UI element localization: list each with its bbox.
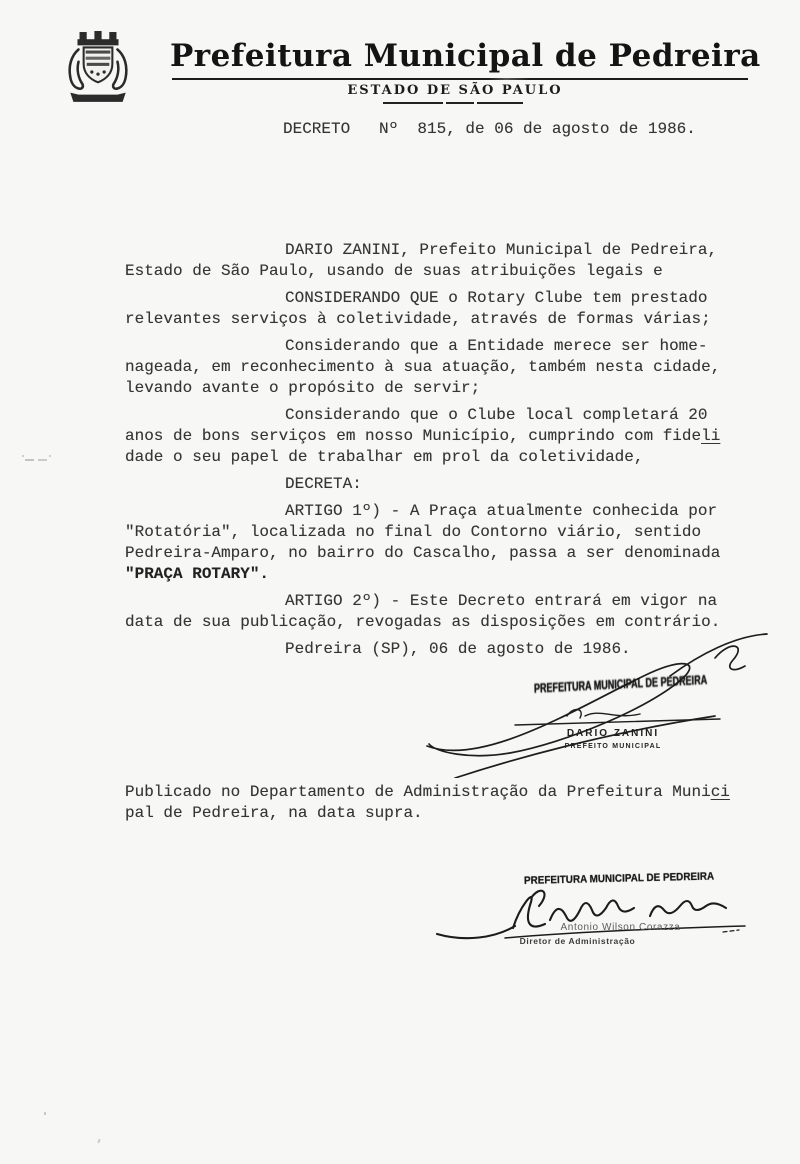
document-body xyxy=(125,240,720,660)
text-line: pal de Pedreira, na data supra. xyxy=(125,804,423,822)
text-line: Considerando que o Clube local completará 20 xyxy=(285,406,708,424)
text-line: nageada, em reconhecimento à sua atuação, também nesta cidade, xyxy=(125,358,721,376)
text-line: Estado de São Paulo, usando de suas atribuições legais e xyxy=(125,262,663,280)
paragraph xyxy=(125,501,720,585)
text-line: Pedreira-Amparo, no bairro do Cascalho, passa a ser denominada xyxy=(125,544,721,562)
signer-role: Diretor de Administração xyxy=(519,936,636,946)
text-line: "PRAÇA ROTARY". xyxy=(125,565,270,583)
municipal-coat-of-arms-icon xyxy=(62,31,134,109)
subtitle-divider xyxy=(383,102,523,104)
signer-name: DARIO ZANINI xyxy=(566,728,660,739)
text-line: dade o seu papel de trabalhar em prol da coletividade, xyxy=(125,448,644,466)
text-line: data de sua publicação, revogadas as disposições em contrário. xyxy=(125,613,721,631)
text-line: ARTIGO 2º) - Este Decreto entrará em vigor na xyxy=(285,592,718,610)
paragraph xyxy=(125,240,720,282)
text-line: anos de bons serviços em nosso Município, cumprindo com fideli xyxy=(125,427,721,445)
scan-artifact xyxy=(25,459,34,461)
state-subtitle: ESTADO DE SÃO PAULO xyxy=(347,83,563,98)
signer-role: PREFEITO MUNICIPAL xyxy=(564,743,662,750)
paragraph xyxy=(125,288,720,330)
text-line: Pedreira (SP), 06 de agosto de 1986. xyxy=(285,640,631,658)
text-line: ARTIGO 1º) - A Praça atualmente conhecida por xyxy=(285,502,718,520)
text-line: "Rotatória", localizada no final do Contorno viário, sentido xyxy=(125,523,702,541)
text-line: DARIO ZANINI, Prefeito Municipal de Pedreira, xyxy=(285,241,718,259)
text-line: relevantes serviços à coletividade, através de formas várias; xyxy=(125,310,711,328)
text-line: levando avante o propósito de servir; xyxy=(125,379,481,397)
scan-artifact xyxy=(38,459,47,461)
publication-note xyxy=(125,782,730,824)
paragraph xyxy=(125,405,720,468)
text-line: DECRETA: xyxy=(285,475,362,493)
signer-name: Antonio Wilson Corazza xyxy=(560,922,681,933)
decree-number-line: DECRETO Nº 815, de 06 de agosto de 1986. xyxy=(283,120,696,138)
scan-artifact xyxy=(49,455,51,457)
prefeitura-stamp: PREFEITURA MUNICIPAL DE PEDREIRA xyxy=(533,672,708,697)
paragraph xyxy=(125,336,720,399)
prefeitura-stamp: PREFEITURA MUNICIPAL DE PEDREIRA xyxy=(523,870,715,887)
scan-artifact xyxy=(22,455,24,457)
mayor-signature-icon xyxy=(415,628,785,778)
paragraph xyxy=(125,782,730,824)
text-line: Considerando que a Entidade merece ser home- xyxy=(285,337,708,355)
text-line: Publicado no Departamento de Administração da Prefeitura Munici xyxy=(125,783,730,801)
scan-artifact xyxy=(97,1139,100,1143)
paragraph xyxy=(125,591,720,633)
text-line: CONSIDERANDO QUE o Rotary Clube tem prestado xyxy=(285,289,708,307)
paragraph xyxy=(125,474,720,495)
scan-artifact xyxy=(44,1112,46,1115)
header-divider xyxy=(172,78,748,80)
page-title: Prefeitura Municipal de Pedreira xyxy=(170,38,761,74)
